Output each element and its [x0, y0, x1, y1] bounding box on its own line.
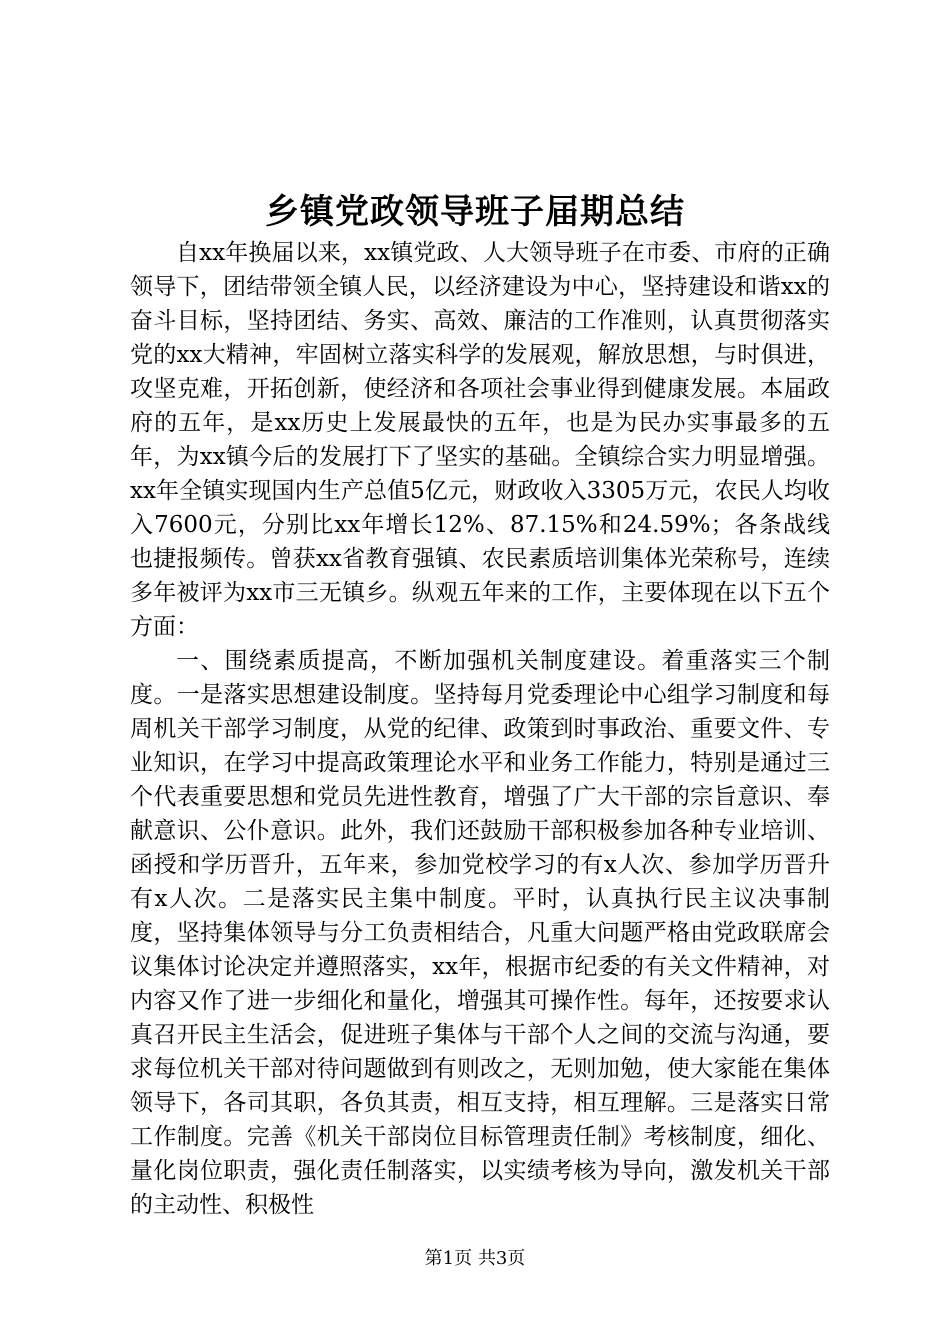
page-number-footer: 第1页 共3页	[424, 1248, 526, 1269]
paragraph-intro: 自xx年换届以来，xx镇党政、人大领导班子在市委、市府的正确领导下，团结带领全镇人民，以经济建设为中心，坚持建设和谐xx的奋斗目标，坚持团结、务实、高效、廉洁的工作准则，认真贯彻落实党的xx大精神，牢固树立落实科学的发展观，解放思想，与时俱进，攻坚克难，开拓创新，使经济和各项社会事业得到健康发展。本届政府的五年，是xx历史上发展最快的五年，也是为民办实事最多的五年，为xx镇今后的发展打下了坚实的基础。全镇综合实力明显增强。xx年全镇实现国内生产总值5亿元，财政收入3305万元，农民人均收入7600元，分别比xx年增长12%、87.15%和24.59%；各条战线也捷报频传。曾获xx省教育强镇、农民素质培训集体光荣称号，连续多年被评为xx市三无镇乡。纵观五年来的工作，主要体现在以下五个方面：	[130, 240, 830, 640]
document-title: 乡镇党政领导班子届期总结	[265, 192, 685, 232]
document-body	[130, 236, 830, 1222]
paragraph-section-one: 一、围绕素质提高，不断加强机关制度建设。着重落实三个制度。一是落实思想建设制度。坚持每月党委理论中心组学习制度和每周机关干部学习制度，从党的纪律、政策到时事政治、重要文件、专业知识，在学习中提高政策理论水平和业务工作能力，特别是通过三个代表重要思想和党员先进性教育，增强了广大干部的宗旨意识、奉献意识、公仆意识。此外，我们还鼓励干部积极参加各种专业培训、函授和学历晋升，五年来，参加党校学习的有x人次、参加学历晋升有x人次。二是落实民主集中制度。平时，认真执行民主议决事制度，坚持集体领导与分工负责相结合，凡重大问题严格由党政联席会议集体讨论决定并遵照落实，xx年，根据市纪委的有关文件精神，对内容又作了进一步细化和量化，增强其可操作性。每年，还按要求认真召开民主生活会，促进班子集体与干部个人之间的交流与沟通，要求每位机关干部对待问题做到有则改之，无则加勉，使大家能在集体领导下，各司其职，各负其责，相互支持，相互理解。三是落实日常工作制度。完善《机关干部岗位目标管理责任制》考核制度，细化、量化岗位职责，强化责任制落实，以实绩考核为导向，激发机关干部的主动性、积极性	[130, 648, 830, 1218]
